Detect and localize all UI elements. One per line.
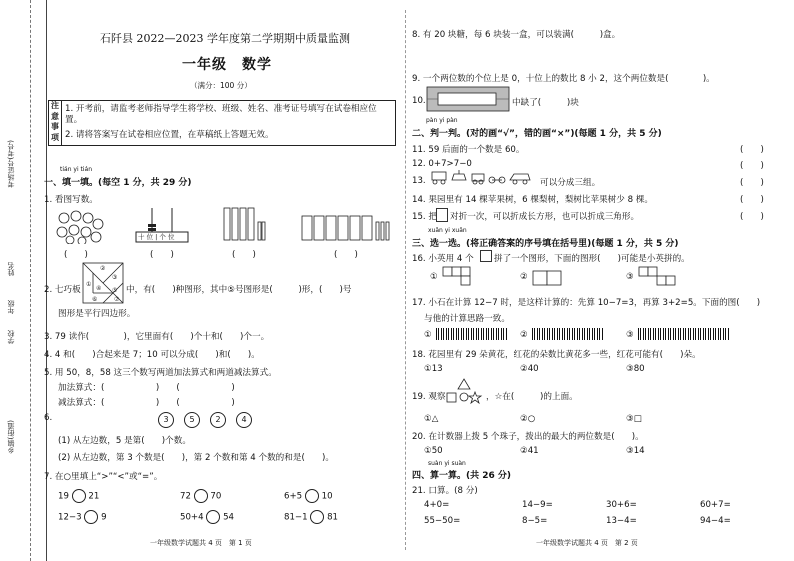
- judge-12-answer[interactable]: ( ): [740, 161, 764, 171]
- choice-16-opt-3[interactable]: ③: [626, 272, 634, 282]
- choice-16-a: 16. 小英用 4 个: [412, 254, 474, 264]
- q6-flower-3: 2: [210, 412, 226, 428]
- choice-17-opt-2[interactable]: ②: [520, 330, 528, 340]
- calc-5[interactable]: 55−50=: [424, 516, 461, 526]
- judge-11-answer[interactable]: ( ): [740, 145, 764, 155]
- q7-item-2: 72 70: [180, 489, 221, 503]
- q1-figure-bundles: [300, 212, 396, 242]
- choice-19-opt-3[interactable]: ③□: [626, 414, 642, 424]
- choice-19-shapes: [444, 378, 484, 410]
- page-footer-left: 一年级数学试题共 4 页 第 1 页: [150, 539, 252, 547]
- choice-17-sticks-3: [638, 328, 730, 340]
- calc-8[interactable]: 94−4=: [700, 516, 731, 526]
- full-score: （满分：100 分）: [190, 81, 252, 90]
- q1-figure-flowers: [56, 210, 106, 244]
- vehicles-figure: [430, 168, 536, 186]
- page-divider: [405, 10, 406, 550]
- choice-17-a: 17. 小石在计算 12−7 时，是这样计算的：先算 10−7=3，再算 3+2=5。下面的图( ): [412, 298, 761, 308]
- calc-2[interactable]: 14−9=: [522, 500, 553, 510]
- q6-label: 6.: [44, 413, 53, 423]
- judge-13-text: 可以分成三组。: [540, 178, 601, 188]
- calc-1[interactable]: 4+0=: [424, 500, 450, 510]
- q7-item-4: 12−3 9: [58, 510, 107, 524]
- q5-add[interactable]: 加法算式：( ) ( ): [58, 383, 235, 393]
- q10-label: 10.: [412, 96, 426, 106]
- q3-text: 3. 79 读作( )，它里面有( )个十和( )个一。: [44, 332, 270, 342]
- q6-flower-1: 3: [158, 412, 174, 428]
- binding-label-town: 乡镇(街道): [7, 420, 15, 454]
- section4-pinyin: suàn yi suàn: [428, 460, 466, 467]
- choice-19-b: ，☆在( )的上面。: [486, 392, 578, 402]
- compare-circle[interactable]: [305, 489, 319, 503]
- choice-17-opt-3[interactable]: ③: [626, 330, 634, 340]
- tangram-label-7: ⑦: [114, 296, 120, 303]
- q10-brick-figure: [426, 86, 510, 112]
- choice-18-opt-3[interactable]: ③80: [626, 364, 645, 374]
- notice-item-2: 2. 请将答案写在试卷相应位置，在草稿纸上答题无效。: [65, 130, 274, 140]
- q7-item-5: 50+4 54: [180, 510, 234, 524]
- small-square-figure: [480, 250, 492, 262]
- q5-sub[interactable]: 减法算式：( ) ( ): [58, 398, 235, 408]
- compare-circle[interactable]: [206, 510, 220, 524]
- q10-text: 中缺了( )块: [512, 98, 579, 108]
- section3-title: 三、选一选。(将正确答案的序号填在括号里)(每题 1 分，共 5 分): [412, 239, 679, 249]
- choice-20: 20. 在计数器上拨 5 个珠子，拨出的最大的两位数是( )。: [412, 432, 644, 442]
- tangram-label-2: ②: [100, 265, 106, 272]
- page-title: 一年级 数学: [182, 57, 272, 73]
- q2-text-a: 2. 七巧板: [44, 285, 81, 295]
- square-figure: [436, 208, 448, 222]
- q1-answer-2[interactable]: ( ): [150, 250, 174, 260]
- tangram-label-6: ⑥: [92, 296, 98, 303]
- notice-item-1: 1. 开考前，请监考老师指导学生将学校、班级、姓名、准考证号填写在试卷相应位置。: [65, 104, 377, 125]
- choice-16-b: 拼了一个图形，下面的图形( )可能是小英拼的。: [494, 254, 690, 264]
- choice-16-shape-2: [532, 266, 562, 286]
- calc-6[interactable]: 8−5=: [522, 516, 548, 526]
- q4-text: 4. 4 和( )合起来是 7；10 可以分成( )和( )。: [44, 350, 260, 360]
- q7-text: 7. 在○里填上“>”“<”或“=”。: [44, 472, 163, 482]
- choice-16-opt-1[interactable]: ①: [430, 272, 438, 282]
- choice-16-shape-3: [638, 266, 678, 286]
- q1-answer-3[interactable]: ( ): [232, 250, 256, 260]
- choice-16-shape-1: [442, 266, 472, 286]
- q6-flower-2: 5: [184, 412, 200, 428]
- binding-dashed-line: [30, 0, 31, 561]
- choice-18: 18. 花园里有 29 朵黄花，红花的朵数比黄花多一些，红花可能有( )朵。: [412, 350, 701, 360]
- tangram-label-5: ⑤: [112, 287, 118, 294]
- q8-text: 8. 有 20 块糖，每 6 块装一盒，可以装满( )盒。: [412, 30, 621, 40]
- q2-text-c: 图形是平行四边形。: [58, 309, 136, 319]
- page-footer-right: 一年级数学试题共 4 页 第 2 页: [536, 539, 638, 547]
- judge-15-answer[interactable]: ( ): [740, 212, 764, 222]
- binding-label-grade: 年级: [7, 300, 15, 314]
- judge-11: 11. 59 后面的一个数是 60。: [412, 145, 525, 155]
- calc-3[interactable]: 30+6=: [606, 500, 637, 510]
- judge-15: 15. 把: [412, 212, 437, 222]
- choice-17-opt-1[interactable]: ①: [424, 330, 432, 340]
- tangram-label-3: ③: [112, 274, 118, 281]
- judge-12: 12. 0+7>7−0: [412, 159, 472, 169]
- choice-20-opt-1[interactable]: ①50: [424, 446, 443, 456]
- q1-answer-1[interactable]: ( ): [64, 250, 88, 260]
- exam-header: 石阡县 2022—2023 学年度第二学期期中质量监测: [100, 32, 350, 45]
- q1-answer-4[interactable]: ( ): [334, 250, 358, 260]
- q21-text: 21. 口算。(8 分): [412, 486, 478, 496]
- q1-abacus-label: 十 位 | 个 位: [138, 233, 175, 241]
- choice-17-sticks-1: [436, 328, 508, 340]
- binding-label-school: 学校: [7, 330, 15, 344]
- q6-part-1: (1) 从左边数，5 是第( )个数。: [58, 436, 191, 446]
- notice-head: 注意事项: [49, 101, 62, 145]
- choice-20-opt-3[interactable]: ③14: [626, 446, 645, 456]
- q5-text: 5. 用 50，8，58 这三个数写两道加法算式和两道减法算式。: [44, 368, 277, 378]
- section4-title: 四、算一算。(共 26 分): [412, 471, 512, 481]
- binding-strip: [0, 0, 47, 561]
- choice-16-opt-2[interactable]: ②: [520, 272, 528, 282]
- section3-pinyin: xuǎn yi xuǎn: [428, 227, 467, 234]
- q2-text-b: 中，有( )种图形，其中⑤号图形是( )形，( )号: [126, 285, 352, 295]
- section1-pinyin: tián yi tián: [60, 166, 93, 173]
- tangram-label-4: ④: [96, 285, 102, 292]
- q1-figure-sticks: [222, 206, 266, 242]
- compare-circle[interactable]: [310, 510, 324, 524]
- section2-title: 二、判一判。(对的画“√”，错的画“×”)(每题 1 分，共 5 分): [412, 129, 662, 139]
- q1-text: 1. 看图写数。: [44, 195, 98, 205]
- q7-item-1: 19 21: [58, 489, 99, 503]
- judge-14-answer[interactable]: ( ): [740, 195, 764, 205]
- choice-17-b: 与他的计算思路一致。: [424, 314, 510, 324]
- choice-18-opt-2[interactable]: ②40: [520, 364, 539, 374]
- binding-label-exam-id: 考场证号(考号): [7, 140, 15, 188]
- q6-part-2: (2) 从左边数，第 3 个数是( )，第 2 个数和第 4 个数的和是( )。: [58, 453, 334, 463]
- judge-13: 13.: [412, 176, 426, 186]
- judge-14: 14. 果园里有 14 棵苹果树，6 棵梨树，梨树比苹果树少 8 棵。: [412, 195, 653, 205]
- compare-circle[interactable]: [194, 489, 208, 503]
- compare-circle[interactable]: [84, 510, 98, 524]
- choice-18-opt-1[interactable]: ①13: [424, 364, 443, 374]
- notice-box: [48, 100, 396, 146]
- q7-item-3: 6+5 10: [284, 489, 333, 503]
- q6-flower-4: 4: [236, 412, 252, 428]
- judge-13-answer[interactable]: ( ): [740, 178, 764, 188]
- choice-19-opt-2[interactable]: ②○: [520, 414, 536, 424]
- tangram-label-1: ①: [86, 281, 92, 288]
- choice-19-opt-1[interactable]: ①△: [424, 414, 439, 424]
- choice-17-sticks-2: [532, 328, 604, 340]
- choice-19-a: 19. 观察: [412, 392, 446, 402]
- q2-tangram: [82, 262, 124, 304]
- choice-20-opt-2[interactable]: ②41: [520, 446, 539, 456]
- compare-circle[interactable]: [72, 489, 86, 503]
- q7-item-6: 81−1 81: [284, 510, 338, 524]
- section1-title: 一、填一填。(每空 1 分，共 29 分): [44, 178, 192, 188]
- q9-text: 9. 一个两位数的个位上是 0，十位上的数比 8 小 2，这个两位数是( )。: [412, 74, 715, 84]
- calc-4[interactable]: 60+7=: [700, 500, 731, 510]
- judge-15-text: 对折一次，可以折成长方形，也可以折成三角形。: [450, 212, 640, 222]
- binding-label-name: 姓名: [7, 262, 15, 276]
- calc-7[interactable]: 13−4=: [606, 516, 637, 526]
- section2-pinyin: pàn yi pàn: [426, 117, 458, 124]
